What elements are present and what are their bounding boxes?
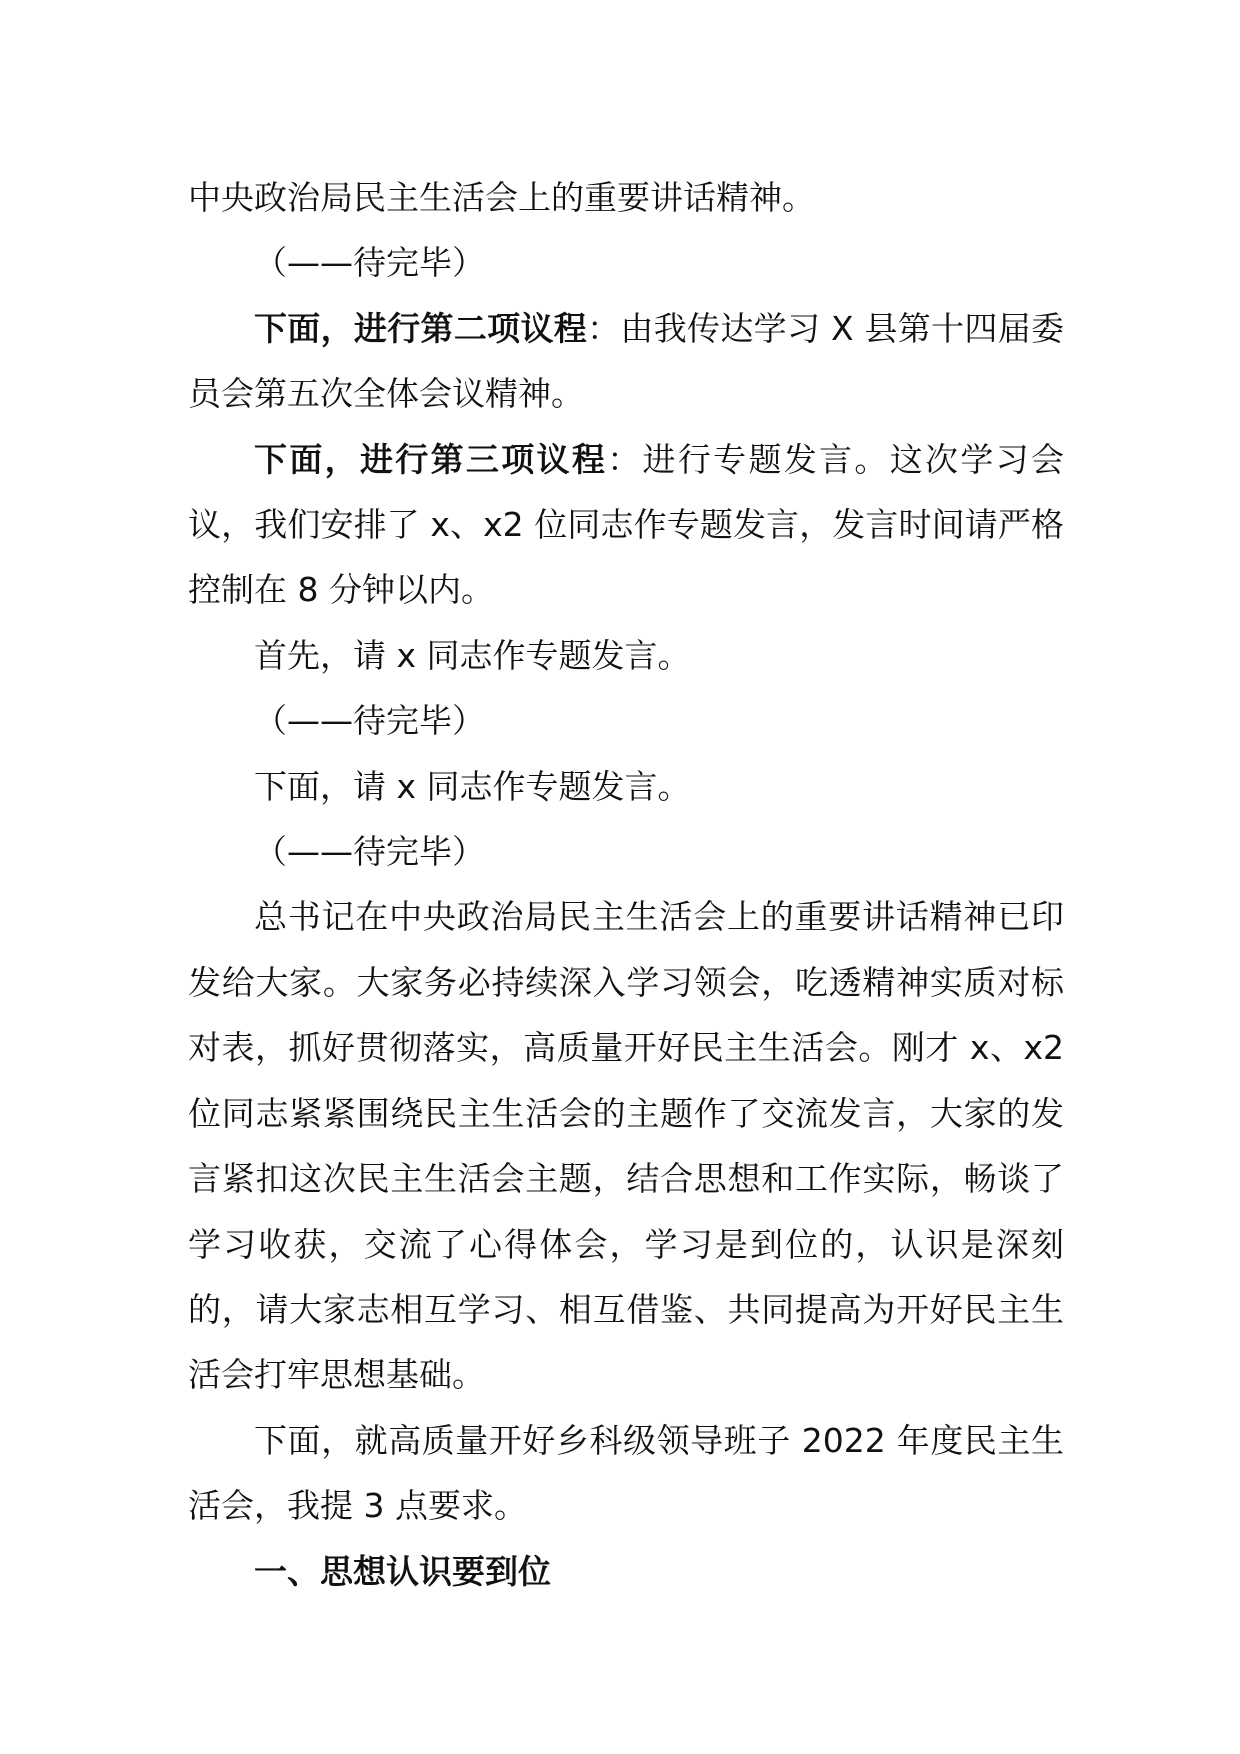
paragraph-next-speaker	[188, 754, 1064, 819]
paragraph-text: ：由我传达学习 X 县第十四届委员会第五次全体会议精神。	[188, 308, 1065, 414]
paragraph-summary	[188, 884, 1064, 1407]
paragraph-pending-note	[188, 688, 1064, 753]
paragraph-text: 总书记在中央政治局民主生活会上的重要讲话精神已印发给大家。大家务必持续深入学习领会，吃透精神实质对标对表，抓好贯彻落实，高质量开好民主生活会。刚才 x、x2 位同志紧紧围绕民主生活会的主题作了交流发言，大家的发言紧扣这次民主生活会主题，结合思想和工作实际，畅谈了学习收获，交流了心得体会，学习是到位的，认识是深刻的，请大家志相互学习、相互借鉴、共同提高为开好民主生活会打牢思想基础。	[188, 897, 1064, 1395]
paragraph-text: （——待完毕）	[254, 243, 485, 283]
section-heading	[188, 1539, 1064, 1604]
heading-text: 一、思想认识要到位	[254, 1551, 551, 1591]
agenda-label: 下面，进行第二项议程	[254, 308, 588, 348]
paragraph-agenda-item-2	[188, 296, 1064, 427]
paragraph-pending-note	[188, 230, 1064, 295]
document-body	[188, 165, 1064, 1604]
paragraph-continuation	[188, 165, 1064, 230]
paragraph-text: （——待完毕）	[254, 701, 485, 741]
paragraph-first-speaker	[188, 623, 1064, 688]
paragraph-text: 下面，就高质量开好乡科级领导班子 2022 年度民主生活会，我提 3 点要求。	[188, 1420, 1064, 1526]
agenda-label: 下面，进行第三项议程	[254, 439, 608, 479]
paragraph-text: （——待完毕）	[254, 832, 485, 872]
paragraph-agenda-item-3	[188, 427, 1064, 623]
paragraph-text: 中央政治局民主生活会上的重要讲话精神。	[188, 178, 815, 217]
paragraph-requirements-intro	[188, 1408, 1064, 1539]
paragraph-text: ：进行专题发言。这次学习会议，我们安排了 x、x2 位同志作专题发言，发言时间请严格控制在 8 分钟以内。	[188, 439, 1065, 610]
paragraph-text: 首先，请 x 同志作专题发言。	[254, 635, 691, 675]
paragraph-text: 下面，请 x 同志作专题发言。	[254, 766, 691, 806]
paragraph-pending-note	[188, 819, 1064, 884]
